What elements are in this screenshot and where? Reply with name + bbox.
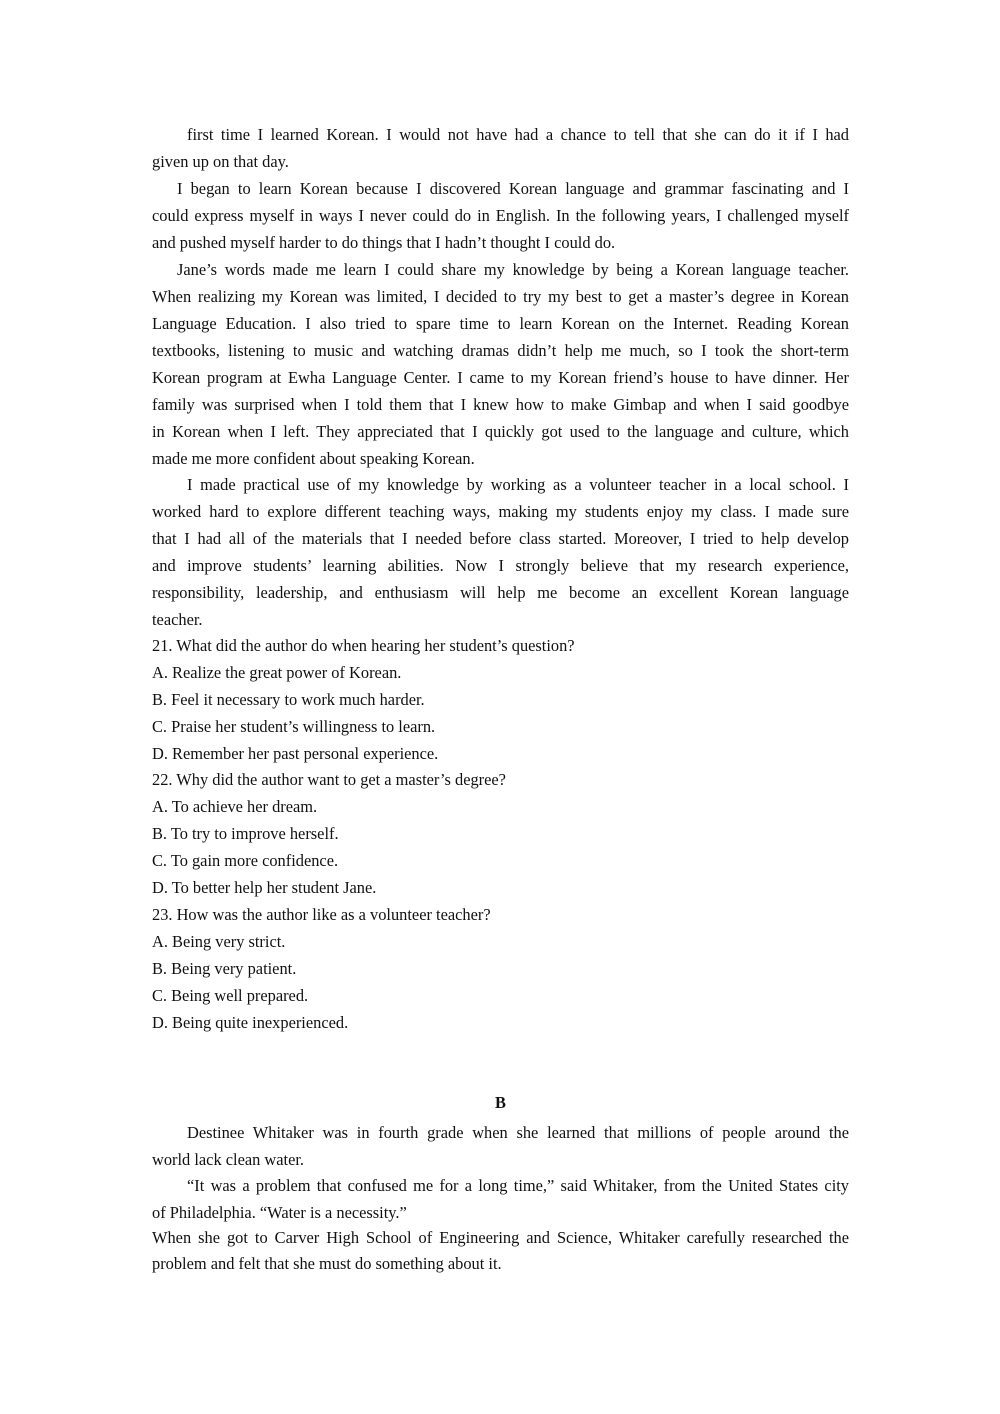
text-line: that I had all of the materials that I needed before class started. Moreover, I tried to help develop [152,529,849,548]
answer-option-b: B. Being very patient. [152,959,297,978]
text-line: Korean program at Ewha Language Center. I came to my Korean friend’s house to have dinner. Her [152,368,849,387]
text-line: teacher. [152,610,203,629]
answer-option-a: A. Realize the great power of Korean. [152,663,402,682]
answer-option-a: A. To achieve her dream. [152,797,318,816]
text-line: I made practical use of my knowledge by working as a volunteer teacher in a local school. I [187,475,849,494]
section-heading-b: B [495,1093,506,1112]
text-line: of Philadelphia. “Water is a necessity.” [152,1203,407,1222]
text-line: I began to learn Korean because I discovered Korean language and grammar fascinating and I [177,179,849,198]
text-line: textbooks, listening to music and watching dramas didn’t help me much, so I took the short-term [152,341,849,360]
text-line: problem and felt that she must do something about it. [152,1254,502,1273]
text-line: Language Education. I also tried to spare time to learn Korean on the Internet. Reading Korean [152,314,849,333]
text-line: given up on that day. [152,152,289,171]
text-line: made me more confident about speaking Korean. [152,449,475,468]
text-line: first time I learned Korean. I would not have had a chance to tell that she can do it if I had [187,125,849,144]
text-line: responsibility, leadership, and enthusiasm will help me become an excellent Korean language [152,583,849,602]
text-line: When she got to Carver High School of Engineering and Science, Whitaker carefully researched the [152,1228,849,1247]
answer-option-b: B. Feel it necessary to work much harder. [152,690,425,709]
answer-option-d: D. Remember her past personal experience. [152,744,439,763]
answer-option-a: A. Being very strict. [152,932,286,951]
question-stem: 22. Why did the author want to get a master’s degree? [152,770,506,789]
answer-option-c: C. Praise her student’s willingness to learn. [152,717,436,736]
text-line: could express myself in ways I never could do in English. In the following years, I challenged myself [152,206,849,225]
text-line: “It was a problem that confused me for a long time,” said Whitaker, from the United States city [187,1176,849,1195]
answer-option-c: C. To gain more confidence. [152,851,339,870]
question-stem: 21. What did the author do when hearing her student’s question? [152,636,575,655]
text-line: world lack clean water. [152,1150,304,1169]
answer-option-d: D. Being quite inexperienced. [152,1013,349,1032]
answer-option-d: D. To better help her student Jane. [152,878,377,897]
text-line: When realizing my Korean was limited, I decided to try my best to get a master’s degree in Korean [152,287,849,306]
text-line: Jane’s words made me learn I could share my knowledge by being a Korean language teacher. [177,260,849,279]
answer-option-c: C. Being well prepared. [152,986,309,1005]
question-stem: 23. How was the author like as a volunteer teacher? [152,905,491,924]
text-line: in Korean when I left. They appreciated that I quickly got used to the language and culture, which [152,422,849,441]
text-line: and improve students’ learning abilities. Now I strongly believe that my research experience, [152,556,849,575]
text-line: worked hard to explore different teaching ways, making my students enjoy my class. I made sure [152,502,849,521]
text-line: Destinee Whitaker was in fourth grade when she learned that millions of people around the [187,1123,849,1142]
text-line: and pushed myself harder to do things that I hadn’t thought I could do. [152,233,616,252]
text-line: family was surprised when I told them that I knew how to make Gimbap and when I said goodbye [152,395,849,414]
answer-option-b: B. To try to improve herself. [152,824,339,843]
